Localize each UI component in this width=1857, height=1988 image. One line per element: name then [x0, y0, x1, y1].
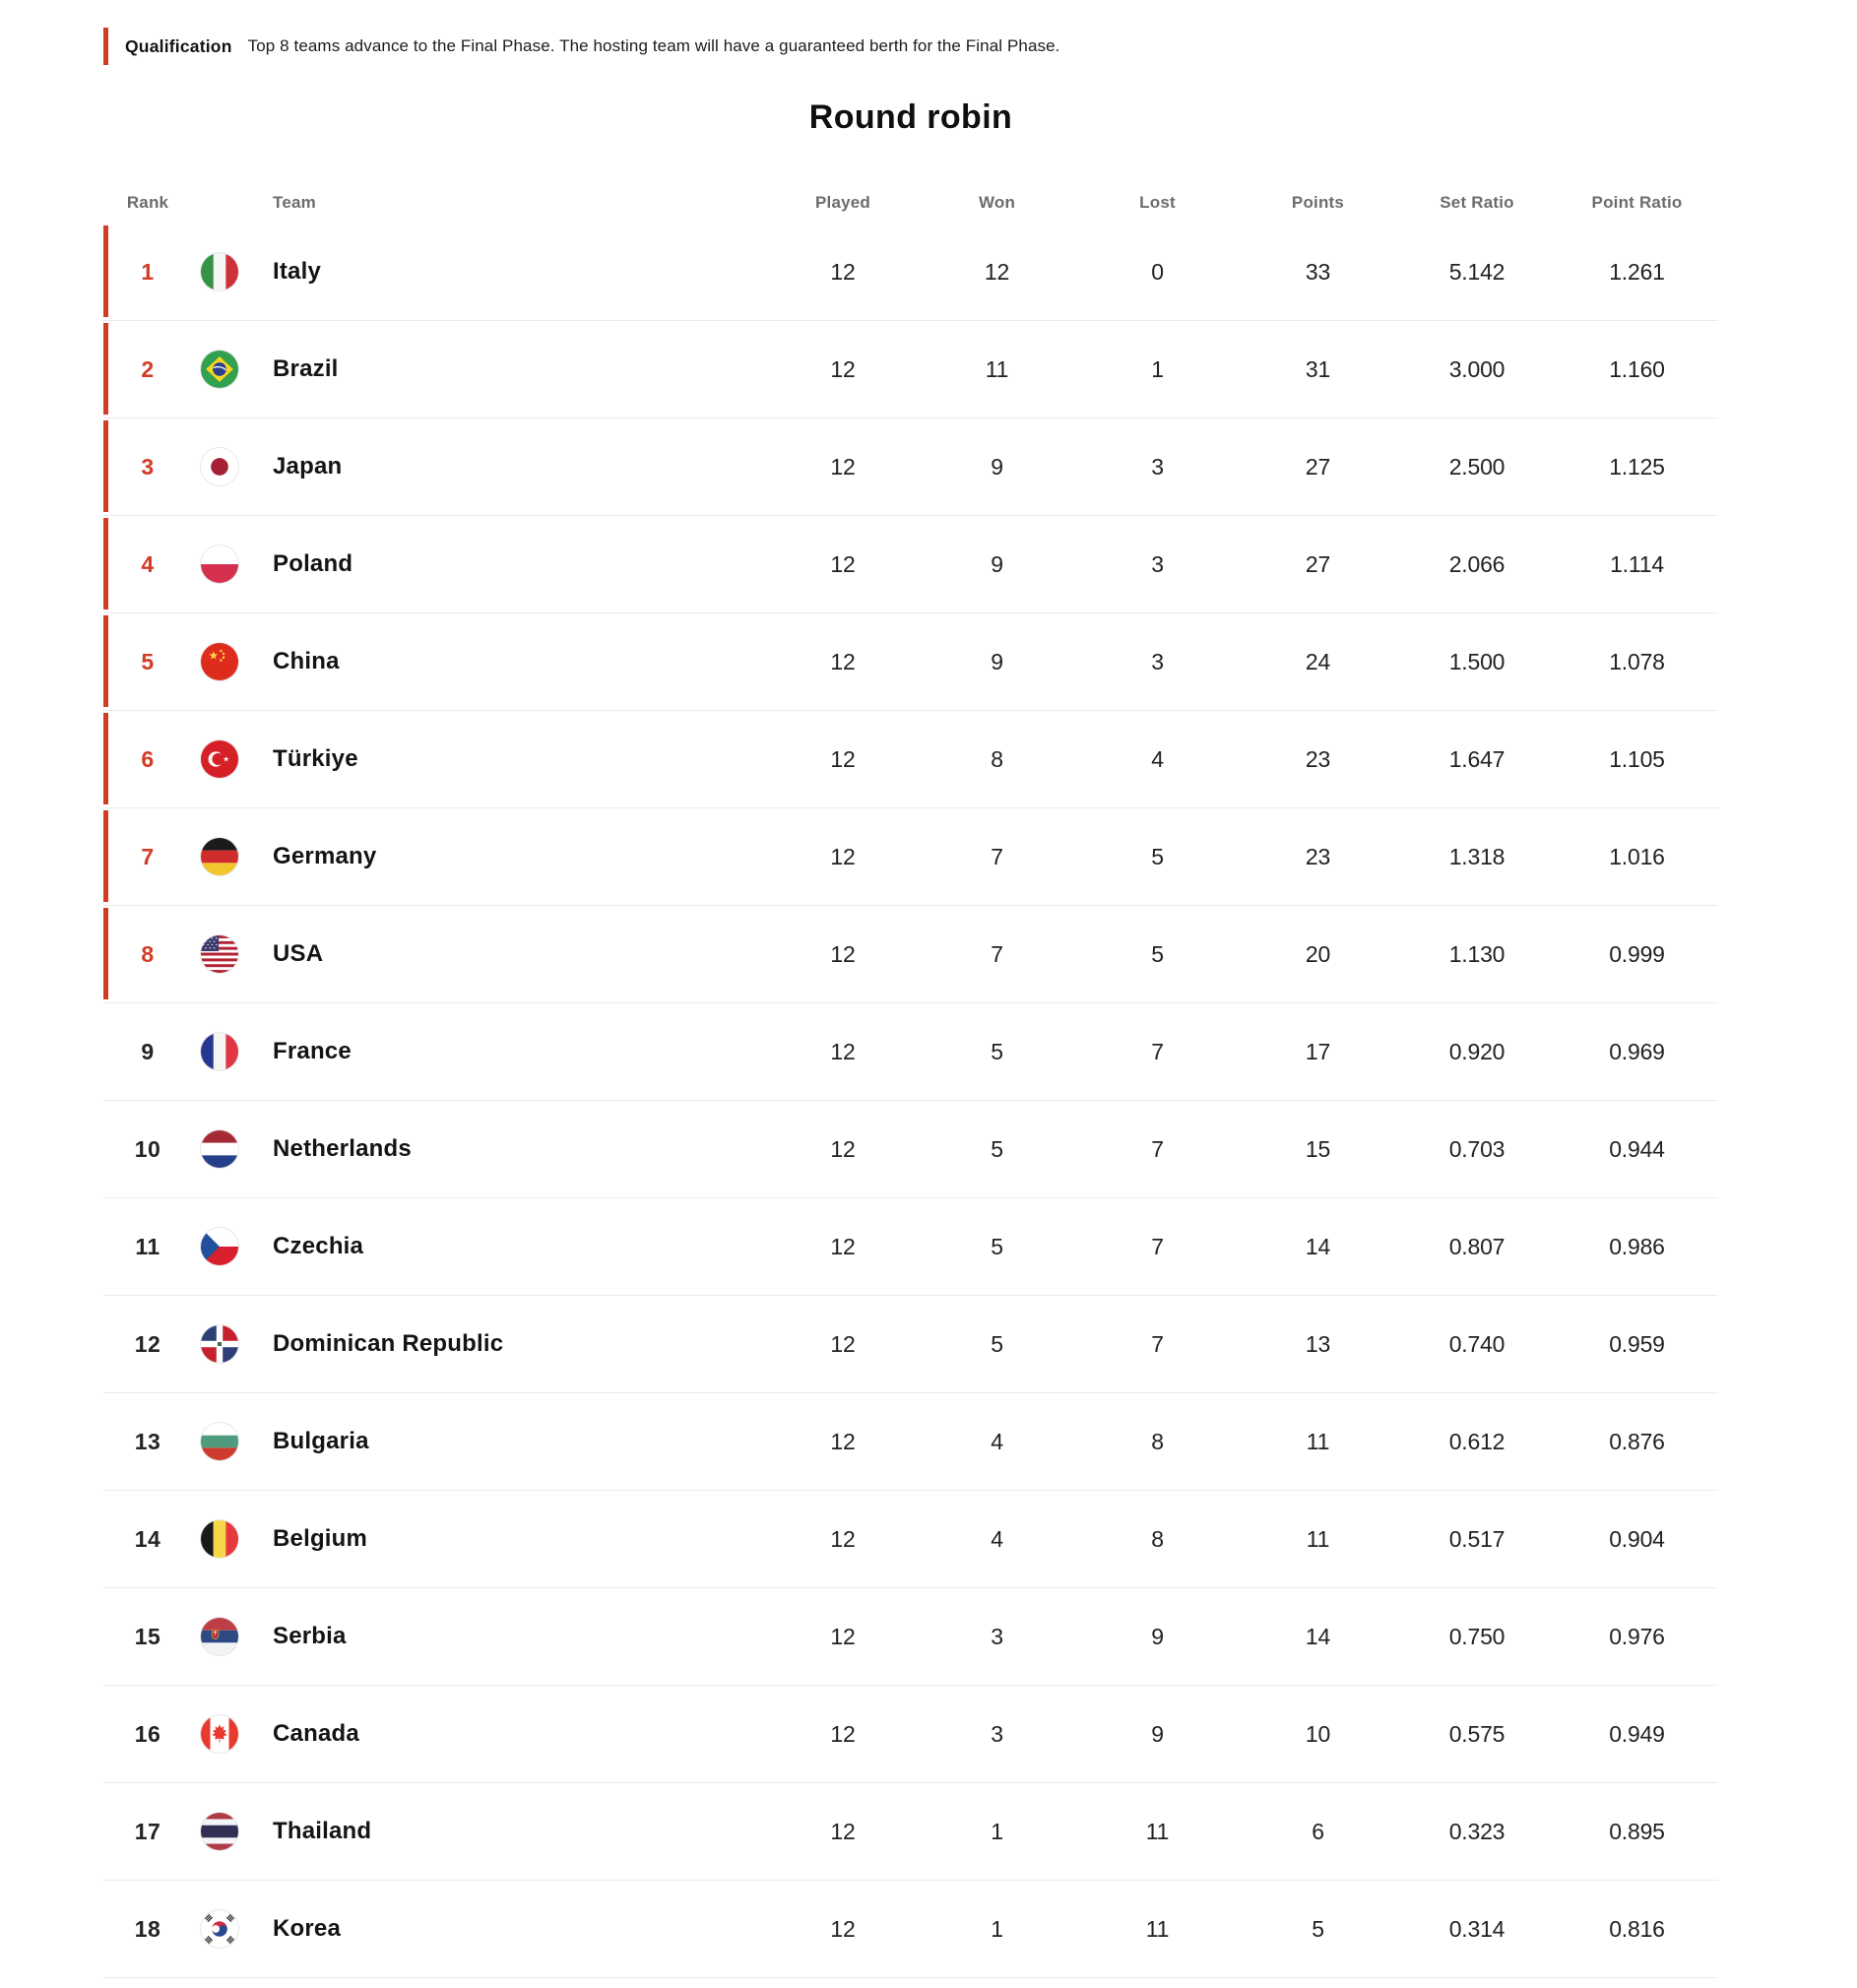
column-header-rank: Rank: [126, 193, 169, 212]
points-value: 23: [1305, 843, 1331, 869]
set-ratio-value: 0.323: [1448, 1818, 1505, 1844]
set-ratio-value: 2.066: [1448, 550, 1505, 577]
table-row-france[interactable]: [103, 1003, 1718, 1101]
team-name: Poland: [273, 550, 353, 577]
points-value: 10: [1305, 1720, 1331, 1747]
lost-value: 3: [1151, 453, 1164, 480]
played-value: 12: [830, 1428, 856, 1454]
played-value: 12: [830, 1330, 856, 1357]
usa-flag-icon: [201, 935, 238, 973]
points-value: 6: [1312, 1818, 1324, 1844]
team-name: Korea: [273, 1915, 342, 1942]
set-ratio-value: 3.000: [1448, 355, 1505, 382]
table-header-row: [103, 182, 1718, 224]
bulgaria-flag-icon: [201, 1423, 238, 1460]
points-value: 27: [1305, 453, 1331, 480]
point-ratio-value: 0.976: [1609, 1623, 1665, 1649]
played-value: 12: [830, 1915, 856, 1942]
points-value: 17: [1305, 1038, 1331, 1064]
points-value: 20: [1305, 940, 1331, 967]
germany-flag-icon: [201, 838, 238, 875]
table-row-türkiye[interactable]: [103, 711, 1718, 808]
round-robin-table: [103, 182, 1718, 1978]
team-name: China: [273, 648, 340, 674]
table-row-canada[interactable]: [103, 1686, 1718, 1783]
qualification-banner: [103, 28, 1718, 65]
won-value: 11: [985, 355, 1009, 382]
won-value: 5: [991, 1330, 1003, 1357]
team-name: Germany: [273, 843, 377, 869]
lost-value: 7: [1151, 1330, 1164, 1357]
points-value: 27: [1305, 550, 1331, 577]
column-header-played: Played: [814, 193, 870, 212]
won-value: 1: [991, 1915, 1003, 1942]
team-name: Brazil: [273, 355, 339, 382]
won-value: 4: [991, 1525, 1003, 1552]
table-row-germany[interactable]: [103, 808, 1718, 906]
column-header-won: Won: [978, 193, 1016, 212]
point-ratio-value: 0.904: [1609, 1525, 1665, 1552]
table-row-china[interactable]: [103, 613, 1718, 711]
table-row-thailand[interactable]: [103, 1783, 1718, 1881]
won-value: 8: [991, 745, 1003, 772]
points-value: 14: [1305, 1623, 1331, 1649]
point-ratio-value: 0.999: [1609, 940, 1665, 967]
played-value: 12: [830, 1038, 856, 1064]
team-name: Italy: [273, 258, 322, 285]
played-value: 12: [830, 453, 856, 480]
rank-value: 4: [141, 550, 155, 577]
team-name: Serbia: [273, 1623, 347, 1649]
table-row-japan[interactable]: [103, 418, 1718, 516]
points-value: 24: [1305, 648, 1331, 674]
won-value: 5: [991, 1135, 1003, 1162]
rank-value: 2: [141, 355, 155, 382]
japan-flag-icon: [201, 448, 238, 485]
column-header-points: Points: [1291, 193, 1345, 212]
played-value: 12: [830, 940, 856, 967]
point-ratio-value: 0.816: [1609, 1915, 1665, 1942]
table-row-bulgaria[interactable]: [103, 1393, 1718, 1491]
canada-flag-icon: [201, 1715, 238, 1753]
set-ratio-value: 1.318: [1448, 843, 1505, 869]
lost-value: 7: [1151, 1135, 1164, 1162]
played-value: 12: [830, 1623, 856, 1649]
table-row-usa[interactable]: [103, 906, 1718, 1003]
team-name: Bulgaria: [273, 1428, 369, 1454]
point-ratio-value: 1.114: [1610, 550, 1664, 577]
set-ratio-value: 0.612: [1448, 1428, 1505, 1454]
table-row-dominican-republic[interactable]: [103, 1296, 1718, 1393]
column-header-team: Team: [273, 193, 316, 212]
set-ratio-value: 0.920: [1448, 1038, 1505, 1064]
team-name: Dominican Republic: [273, 1330, 504, 1357]
set-ratio-value: 0.750: [1448, 1623, 1505, 1649]
qualification-description: Top 8 teams advance to the Final Phase. The hosting team will have a guaranteed berth for the Final Phase.: [247, 36, 1060, 55]
rank-value: 3: [141, 453, 155, 480]
rank-value: 8: [141, 940, 155, 967]
played-value: 12: [830, 550, 856, 577]
point-ratio-value: 1.261: [1609, 258, 1665, 285]
table-row-serbia[interactable]: [103, 1588, 1718, 1686]
rank-value: 7: [141, 843, 155, 869]
rank-value: 15: [134, 1623, 161, 1649]
points-value: 11: [1306, 1428, 1330, 1454]
team-name: Türkiye: [273, 745, 358, 772]
won-value: 7: [991, 940, 1003, 967]
lost-value: 0: [1151, 258, 1164, 285]
lost-value: 9: [1151, 1720, 1164, 1747]
points-value: 23: [1305, 745, 1331, 772]
serbia-flag-icon: [201, 1618, 238, 1655]
dominican-republic-flag-icon: [201, 1325, 238, 1363]
rank-value: 17: [134, 1818, 161, 1844]
table-row-netherlands[interactable]: [103, 1101, 1718, 1198]
played-value: 12: [830, 1233, 856, 1259]
table-row-poland[interactable]: [103, 516, 1718, 613]
point-ratio-value: 0.969: [1609, 1038, 1665, 1064]
rank-value: 13: [134, 1428, 161, 1454]
rank-value: 14: [134, 1525, 161, 1552]
korea-flag-icon: [201, 1910, 238, 1948]
qualification-label: Qualification: [125, 35, 232, 56]
set-ratio-value: 5.142: [1448, 258, 1505, 285]
column-header-lost: Lost: [1139, 193, 1176, 212]
rank-value: 12: [134, 1330, 161, 1357]
won-value: 3: [991, 1720, 1003, 1747]
rank-value: 1: [141, 258, 155, 285]
won-value: 7: [991, 843, 1003, 869]
points-value: 14: [1305, 1233, 1331, 1259]
rank-value: 11: [135, 1233, 160, 1259]
set-ratio-value: 1.500: [1448, 648, 1505, 674]
france-flag-icon: [201, 1033, 238, 1070]
played-value: 12: [830, 843, 856, 869]
lost-value: 3: [1151, 550, 1164, 577]
lost-value: 7: [1151, 1038, 1164, 1064]
point-ratio-value: 1.160: [1609, 355, 1665, 382]
won-value: 12: [984, 258, 1010, 285]
point-ratio-value: 1.125: [1609, 453, 1665, 480]
set-ratio-value: 2.500: [1448, 453, 1505, 480]
won-value: 9: [991, 453, 1003, 480]
team-name: Canada: [273, 1720, 359, 1747]
team-name: Thailand: [273, 1818, 372, 1844]
rank-value: 6: [141, 745, 155, 772]
played-value: 12: [830, 355, 856, 382]
set-ratio-value: 0.575: [1448, 1720, 1505, 1747]
page-title: Round robin: [808, 98, 1013, 136]
point-ratio-value: 0.949: [1609, 1720, 1665, 1747]
points-value: 5: [1312, 1915, 1324, 1942]
team-name: Belgium: [273, 1525, 368, 1552]
set-ratio-value: 0.517: [1448, 1525, 1505, 1552]
team-name: Netherlands: [273, 1135, 412, 1162]
lost-value: 5: [1151, 843, 1164, 869]
belgium-flag-icon: [201, 1520, 238, 1558]
point-ratio-value: 0.959: [1609, 1330, 1665, 1357]
won-value: 4: [991, 1428, 1003, 1454]
team-name: France: [273, 1038, 352, 1064]
lost-value: 7: [1151, 1233, 1164, 1259]
set-ratio-value: 0.703: [1448, 1135, 1505, 1162]
team-name: Japan: [273, 453, 343, 480]
lost-value: 4: [1151, 745, 1164, 772]
turkiye-flag-icon: [201, 740, 238, 778]
poland-flag-icon: [201, 545, 238, 583]
set-ratio-value: 1.130: [1448, 940, 1505, 967]
rank-value: 16: [134, 1720, 161, 1747]
played-value: 12: [830, 258, 856, 285]
table-body: [103, 224, 1718, 1978]
thailand-flag-icon: [201, 1813, 238, 1850]
table-row-belgium[interactable]: [103, 1491, 1718, 1588]
won-value: 9: [991, 550, 1003, 577]
played-value: 12: [830, 1525, 856, 1552]
played-value: 12: [830, 1818, 856, 1844]
played-value: 12: [830, 648, 856, 674]
rank-value: 10: [134, 1135, 161, 1162]
table-row-brazil[interactable]: [103, 321, 1718, 418]
point-ratio-value: 1.016: [1609, 843, 1665, 869]
set-ratio-value: 0.314: [1448, 1915, 1505, 1942]
points-value: 11: [1306, 1525, 1330, 1552]
set-ratio-value: 0.740: [1448, 1330, 1505, 1357]
brazil-flag-icon: [201, 351, 238, 388]
rank-value: 9: [141, 1038, 155, 1064]
won-value: 5: [991, 1233, 1003, 1259]
set-ratio-value: 0.807: [1448, 1233, 1505, 1259]
lost-value: 8: [1151, 1428, 1164, 1454]
team-name: USA: [273, 940, 324, 967]
china-flag-icon: [201, 643, 238, 680]
won-value: 9: [991, 648, 1003, 674]
point-ratio-value: 1.105: [1609, 745, 1665, 772]
team-name: Czechia: [273, 1233, 364, 1259]
column-header-set-ratio: Set Ratio: [1440, 193, 1514, 212]
rank-value: 5: [141, 648, 155, 674]
point-ratio-value: 1.078: [1609, 648, 1665, 674]
table-row-korea[interactable]: [103, 1881, 1718, 1978]
lost-value: 11: [1145, 1915, 1170, 1942]
points-value: 15: [1305, 1135, 1331, 1162]
won-value: 5: [991, 1038, 1003, 1064]
point-ratio-value: 0.944: [1609, 1135, 1665, 1162]
set-ratio-value: 1.647: [1448, 745, 1505, 772]
netherlands-flag-icon: [201, 1130, 238, 1168]
played-value: 12: [830, 1135, 856, 1162]
point-ratio-value: 0.895: [1609, 1818, 1665, 1844]
lost-value: 11: [1145, 1818, 1170, 1844]
lost-value: 1: [1151, 355, 1164, 382]
lost-value: 8: [1151, 1525, 1164, 1552]
rank-value: 18: [134, 1915, 161, 1942]
points-value: 13: [1305, 1330, 1331, 1357]
lost-value: 9: [1151, 1623, 1164, 1649]
table-row-czechia[interactable]: [103, 1198, 1718, 1296]
played-value: 12: [830, 1720, 856, 1747]
won-value: 3: [991, 1623, 1003, 1649]
points-value: 31: [1305, 355, 1331, 382]
column-header-point-ratio: Point Ratio: [1591, 193, 1683, 212]
lost-value: 5: [1151, 940, 1164, 967]
table-row-italy[interactable]: [103, 224, 1718, 321]
point-ratio-value: 0.986: [1609, 1233, 1665, 1259]
czechia-flag-icon: [201, 1228, 238, 1265]
played-value: 12: [830, 745, 856, 772]
point-ratio-value: 0.876: [1609, 1428, 1665, 1454]
italy-flag-icon: [201, 253, 238, 290]
lost-value: 3: [1151, 648, 1164, 674]
points-value: 33: [1305, 258, 1331, 285]
won-value: 1: [991, 1818, 1003, 1844]
